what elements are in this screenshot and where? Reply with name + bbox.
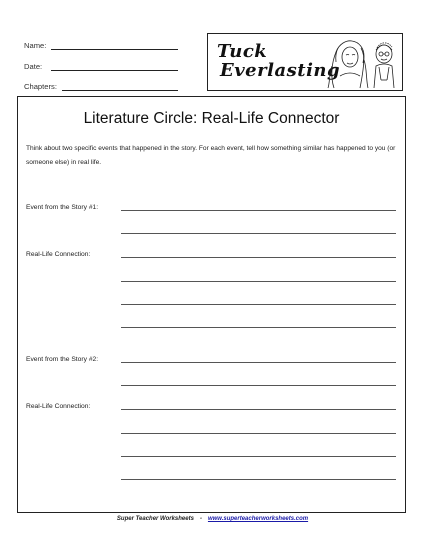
chapters-field	[24, 82, 57, 91]
footer-url-link[interactable]: www.superteacherworksheets.com	[207, 516, 309, 522]
event2-line-1[interactable]	[121, 362, 396, 363]
footer-site-name: Super Teacher Worksheets	[116, 516, 194, 522]
event2-line-2[interactable]	[121, 385, 396, 386]
name-line[interactable]	[51, 49, 178, 50]
connection1-line-3[interactable]	[121, 304, 396, 305]
connection1-line-1[interactable]	[121, 257, 396, 258]
date-label: Date:	[24, 62, 43, 71]
footer	[0, 516, 425, 522]
chapters-line[interactable]	[62, 90, 178, 91]
connection2-line-1[interactable]	[121, 409, 396, 410]
event1-line-1[interactable]	[121, 210, 396, 211]
connection1-label: Real-Life Connection:	[26, 251, 91, 258]
chapters-label: Chapters:	[24, 82, 57, 91]
date-field	[24, 62, 42, 71]
connection2-line-2[interactable]	[121, 433, 396, 434]
book-title-line2: Everlasting	[220, 60, 341, 81]
event1-label: Event from the Story #1:	[26, 204, 99, 211]
event2-label: Event from the Story #2:	[26, 356, 99, 363]
book-title-box	[207, 33, 403, 91]
connection2-line-3[interactable]	[121, 456, 396, 457]
connection2-label: Real-Life Connection:	[26, 403, 91, 410]
book-characters-illustration	[326, 36, 402, 90]
connection2-line-4[interactable]	[121, 479, 396, 480]
event1-line-2[interactable]	[121, 233, 396, 234]
worksheet-title: Literature Circle: Real-Life Connector	[83, 110, 340, 127]
connection1-line-2[interactable]	[121, 281, 396, 282]
connection1-line-4[interactable]	[121, 327, 396, 328]
name-field	[24, 41, 46, 50]
book-title-line1: Tuck	[217, 41, 268, 62]
book-title	[217, 41, 341, 81]
date-line[interactable]	[51, 70, 178, 71]
name-label: Name:	[24, 41, 47, 50]
instructions-text: Think about two specific events that happened in the story. For each event, tell how something similar has happened to you (or someone else) in real life.	[26, 145, 396, 166]
footer-separator: -	[199, 516, 202, 522]
worksheet-box	[17, 96, 406, 513]
